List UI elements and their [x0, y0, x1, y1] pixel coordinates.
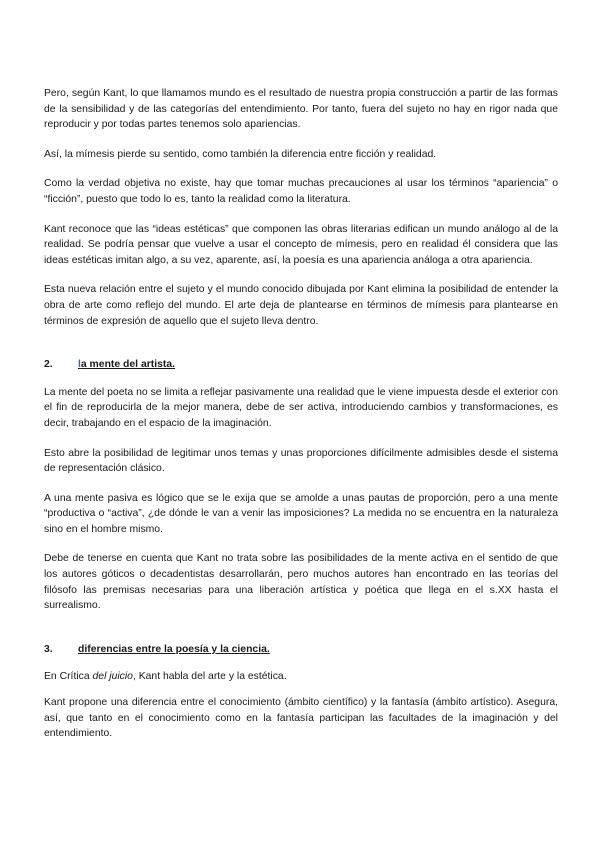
paragraph: Así, la mímesis pierde su sentido, como también la diferencia entre ficción y realidad. [44, 148, 437, 160]
section-heading-2 [44, 357, 558, 373]
paragraph: Pero, según Kant, lo que llamamos mundo es el resultado de nuestra propia construcción a partir de las formas de la sensibilidad y de las categorías del entendimiento. Por tanto, fuera del sujeto no hay en rigor nada que reproducir y por todas partes tenemos solo apariencias. [44, 88, 558, 131]
paragraph: Como la verdad objetiva no existe, hay que tomar muchas precauciones al usar los términos “apariencia” o “ficción”, puesto que todo lo es, tanto la realidad como la literatura. [44, 178, 558, 205]
section-heading-3 [44, 642, 558, 658]
text-span: En Crítica [44, 671, 93, 683]
section-title-initial: l [78, 359, 81, 371]
paragraph: Esta nueva relación entre el sujeto y el mundo conocido dibujada por Kant elimina la posibilidad de entender la obra de arte como reflejo del mundo. El arte deja de plantearse en términos de mímesis para plantearse en términos de expresión de aquello que el sujeto lleva dentro. [44, 284, 558, 327]
section-title-rest: a mente del artista. [80, 359, 176, 371]
paragraph [44, 669, 558, 685]
paragraph: Kant propone una diferencia entre el conocimiento (ámbito científico) y la fantasía (ámbito artístico). Asegura, así, que tanto en el conocimiento como en la fantasía participan las facultades de la imaginación y del entendimiento. [44, 697, 558, 740]
paragraph: Esto abre la posibilidad de legitimar unos temas y unas proporciones difícilmente admisibles desde el sistema de representación clásico. [44, 447, 558, 475]
paragraph: Debe de tenerse en cuenta que Kant no trata sobre las posibilidades de la mente activa en el sentido de que los autores góticos o decadentistas desarrollarán, pero muchos autores han encontrado en las teorías del filósofo las premisas necesarias para una liberación artística y poética que llega en el s.XX hasta el surrealismo. [44, 553, 558, 612]
section-title: diferencias entre la poesía y la ciencia. [78, 643, 270, 655]
section-number: 2. [44, 359, 53, 371]
book-title: del juicio [92, 671, 133, 683]
section-number: 3. [44, 643, 53, 655]
document-body [44, 86, 558, 756]
section-title [78, 357, 175, 373]
paragraph: A una mente pasiva es lógico que se le exija que se amolde a unas pautas de proporción, pero a una mente “productiva o “activa”, ¿de dónde le van a venir las imposiciones? La medida no se encuentra en la naturaleza sino en el hombre mismo. [44, 492, 558, 535]
text-span: , Kant habla del arte y la estética. [132, 671, 287, 683]
paragraph: Kant reconoce que las “ideas estéticas” que componen las obras literarias edifican un mundo análogo al de la realidad. Se podría pensar que vuelve a usar el concepto de mímesis, pero en realidad él considera que las ideas estéticas imitan algo, a su vez, aparente, así, la poesía es una apariencia análoga a otra apariencia. [44, 223, 558, 266]
paragraph: La mente del poeta no se limita a reflejar pasivamente una realidad que le viene impuesta desde el exterior con el fin de reproducirla de la mejor manera, debe de ser activa, introduciendo cambios y transformaciones, es decir, trabajando en el espacio de la imaginación. [44, 386, 558, 429]
